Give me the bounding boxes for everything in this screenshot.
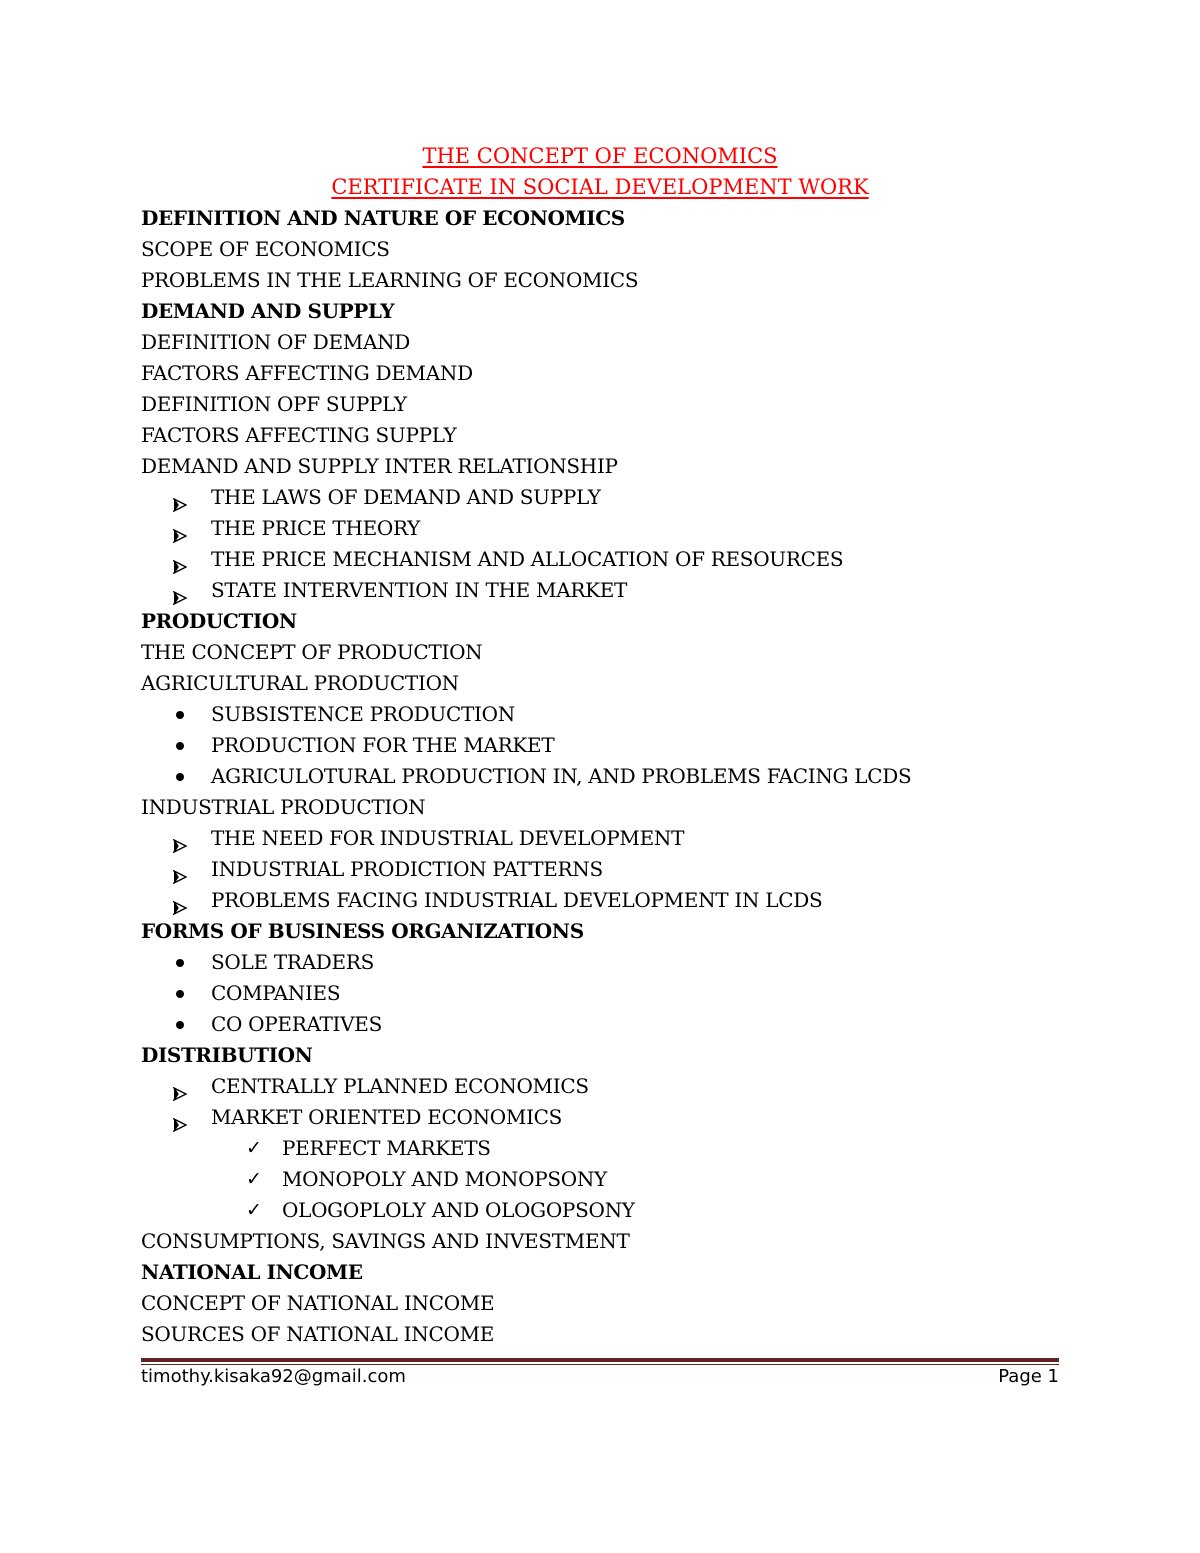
arrow-bullet-icon <box>173 1111 187 1125</box>
outline-item-text: PERFECT MARKETS <box>282 1136 491 1160</box>
checkmark-bullet-icon: ✓ <box>246 1199 262 1221</box>
outline-list <box>141 203 1101 1350</box>
outline-item-text: INDUSTRIAL PRODICTION PATTERNS <box>211 857 603 881</box>
outline-item-text: AGRICULTURAL PRODUCTION <box>141 671 459 695</box>
dot-bullet-icon <box>176 711 184 719</box>
outline-item-text: STATE INTERVENTION IN THE MARKET <box>211 578 628 602</box>
outline-item-text: OLOGOPLOLY AND OLOGOPSONY <box>282 1198 635 1222</box>
outline-item-text: CENTRALLY PLANNED ECONOMICS <box>211 1074 589 1098</box>
outline-item-text: DEMAND AND SUPPLY <box>141 299 395 323</box>
outline-item-text: PRODUCTION FOR THE MARKET <box>211 733 555 757</box>
checkmark-bullet-icon: ✓ <box>246 1168 262 1190</box>
outline-item-text: MONOPOLY AND MONOPSONY <box>282 1167 607 1191</box>
outline-item-text: SCOPE OF ECONOMICS <box>141 237 390 261</box>
arrow-bullet-icon <box>173 863 187 877</box>
footer-email: timothy.kisaka92@gmail.com <box>141 1366 406 1387</box>
outline-item <box>141 730 1101 761</box>
outline-item <box>141 234 1101 265</box>
dot-bullet-icon <box>176 773 184 781</box>
document-subtitle: CERTIFICATE IN SOCIAL DEVELOPMENT WORK <box>331 175 869 199</box>
outline-item <box>141 1195 1101 1226</box>
outline-item-text: DEMAND AND SUPPLY INTER RELATIONSHIP <box>141 454 618 478</box>
arrow-bullet-icon <box>173 584 187 598</box>
outline-item <box>141 637 1101 668</box>
dot-bullet-icon <box>176 990 184 998</box>
outline-item-text: THE PRICE MECHANISM AND ALLOCATION OF RESOURCES <box>211 547 844 571</box>
outline-item <box>141 1071 1101 1102</box>
outline-item <box>141 792 1101 823</box>
outline-item <box>141 1226 1101 1257</box>
outline-item-text: THE NEED FOR INDUSTRIAL DEVELOPMENT <box>211 826 685 850</box>
outline-item <box>141 265 1101 296</box>
outline-item-text: AGRICULOTURAL PRODUCTION IN, AND PROBLEMS FACING LCDS <box>211 764 912 788</box>
outline-item-text: NATIONAL INCOME <box>141 1260 363 1284</box>
outline-item <box>141 1102 1101 1133</box>
section-heading <box>141 606 1101 637</box>
document-title: THE CONCEPT OF ECONOMICS <box>422 144 778 168</box>
outline-item <box>141 451 1101 482</box>
section-heading <box>141 296 1101 327</box>
outline-item-text: FACTORS AFFECTING DEMAND <box>141 361 473 385</box>
outline-item <box>141 420 1101 451</box>
outline-item-text: THE LAWS OF DEMAND AND SUPPLY <box>211 485 601 509</box>
outline-item-text: COMPANIES <box>211 981 341 1005</box>
outline-item-text: DEFINITION AND NATURE OF ECONOMICS <box>141 206 625 230</box>
arrow-bullet-icon <box>173 1080 187 1094</box>
outline-item-text: FACTORS AFFECTING SUPPLY <box>141 423 457 447</box>
outline-item <box>141 699 1101 730</box>
outline-item-text: INDUSTRIAL PRODUCTION <box>141 795 426 819</box>
outline-item-text: CONSUMPTIONS, SAVINGS AND INVESTMENT <box>141 1229 630 1253</box>
outline-item <box>141 1133 1101 1164</box>
outline-item-text: SUBSISTENCE PRODUCTION <box>211 702 515 726</box>
outline-item <box>141 1288 1101 1319</box>
outline-item-text: PRODUCTION <box>141 609 297 633</box>
outline-item <box>141 978 1101 1009</box>
outline-item-text: SOURCES OF NATIONAL INCOME <box>141 1322 495 1346</box>
outline-item <box>141 885 1101 916</box>
footer-rule-thick <box>141 1358 1059 1362</box>
outline-item <box>141 1009 1101 1040</box>
section-heading <box>141 1257 1101 1288</box>
footer-page-number: Page 1 <box>998 1366 1059 1387</box>
dot-bullet-icon <box>176 959 184 967</box>
outline-item <box>141 544 1101 575</box>
checkmark-bullet-icon: ✓ <box>246 1137 262 1159</box>
outline-item-text: DISTRIBUTION <box>141 1043 313 1067</box>
outline-item <box>141 327 1101 358</box>
section-heading <box>141 1040 1101 1071</box>
outline-item-text: DEFINITION OPF SUPPLY <box>141 392 407 416</box>
outline-item <box>141 1319 1101 1350</box>
outline-item-text: PROBLEMS FACING INDUSTRIAL DEVELOPMENT IN LCDS <box>211 888 823 912</box>
outline-item <box>141 668 1101 699</box>
outline-item-text: PROBLEMS IN THE LEARNING OF ECONOMICS <box>141 268 639 292</box>
arrow-bullet-icon <box>173 491 187 505</box>
outline-item-text: THE PRICE THEORY <box>211 516 421 540</box>
outline-item <box>141 823 1101 854</box>
arrow-bullet-icon <box>173 832 187 846</box>
dot-bullet-icon <box>176 742 184 750</box>
outline-item <box>141 1164 1101 1195</box>
arrow-bullet-icon <box>173 522 187 536</box>
outline-item-text: CONCEPT OF NATIONAL INCOME <box>141 1291 495 1315</box>
outline-item-text: CO OPERATIVES <box>211 1012 383 1036</box>
section-heading <box>141 916 1101 947</box>
outline-item-text: FORMS OF BUSINESS ORGANIZATIONS <box>141 919 584 943</box>
outline-item <box>141 358 1101 389</box>
outline-item <box>141 947 1101 978</box>
outline-item-text: DEFINITION OF DEMAND <box>141 330 411 354</box>
outline-item-text: THE CONCEPT OF PRODUCTION <box>141 640 483 664</box>
outline-item <box>141 482 1101 513</box>
outline-item <box>141 575 1101 606</box>
outline-item-text: MARKET ORIENTED ECONOMICS <box>211 1105 563 1129</box>
arrow-bullet-icon <box>173 553 187 567</box>
outline-item <box>141 761 1101 792</box>
section-heading <box>141 203 1101 234</box>
dot-bullet-icon <box>176 1021 184 1029</box>
outline-item <box>141 389 1101 420</box>
outline-item <box>141 513 1101 544</box>
arrow-bullet-icon <box>173 894 187 908</box>
outline-item <box>141 854 1101 885</box>
outline-item-text: SOLE TRADERS <box>211 950 374 974</box>
